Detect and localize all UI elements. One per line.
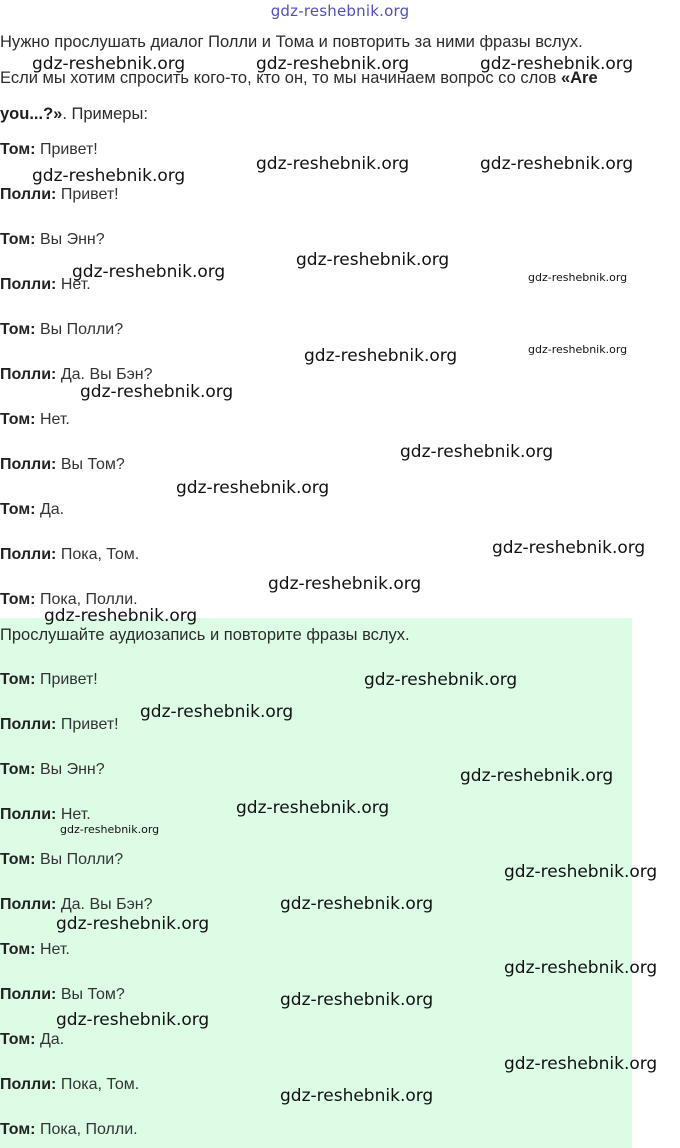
intro-line-2-text: Если мы хотим спросить кого-то, кто он, то мы начинаем вопрос со слов	[0, 69, 561, 87]
speaker-name: Полли:	[0, 1076, 57, 1093]
dialog-line	[0, 896, 152, 914]
speaker-name: Том:	[0, 231, 36, 248]
dialog-phrase: Вы Том?	[56, 986, 125, 1003]
speaker-name: Полли:	[0, 276, 57, 293]
speaker-name: Полли:	[0, 186, 57, 203]
speaker-name: Том:	[0, 671, 36, 688]
dialog-phrase: Привет!	[35, 671, 98, 688]
dialog-phrase: Нет.	[35, 941, 70, 958]
dialog-line	[0, 141, 98, 159]
dialog-line	[0, 1121, 138, 1139]
speaker-name: Полли:	[0, 366, 57, 383]
speaker-name: Полли:	[0, 546, 57, 563]
watermark-text: gdz-reshebnik.org	[32, 54, 186, 74]
dialog-phrase: Нет.	[56, 806, 91, 823]
watermark-text: gdz-reshebnik.org	[480, 54, 634, 74]
intro-line-2-bold: «Are	[560, 69, 598, 87]
watermark-text: gdz-reshebnik.org	[280, 894, 434, 914]
site-header-link[interactable]: gdz-reshebnik.org	[270, 2, 410, 20]
dialog-line	[0, 456, 125, 474]
watermark-text: gdz-reshebnik.org	[44, 606, 198, 626]
watermark-text: gdz-reshebnik.org	[528, 343, 628, 356]
watermark-text: gdz-reshebnik.org	[460, 766, 614, 786]
watermark-text: gdz-reshebnik.org	[296, 250, 450, 270]
watermark-text: gdz-reshebnik.org	[256, 54, 410, 74]
dialog-phrase: Привет!	[35, 141, 98, 158]
speaker-name: Полли:	[0, 806, 57, 823]
watermark-text: gdz-reshebnik.org	[56, 1010, 210, 1030]
watermark-text: gdz-reshebnik.org	[80, 382, 234, 402]
dialog-phrase: Да.	[35, 501, 65, 518]
speaker-name: Том:	[0, 1121, 36, 1138]
dialog-line	[0, 716, 119, 734]
dialog-phrase: Да. Вы Бэн?	[56, 896, 153, 913]
dialog-phrase: Привет!	[56, 716, 119, 733]
dialog-line	[0, 1076, 139, 1094]
intro-line-1: Нужно прослушать диалог Полли и Тома и повторить за ними фразы вслух.	[0, 33, 583, 51]
speaker-name: Полли:	[0, 986, 57, 1003]
watermark-text: gdz-reshebnik.org	[364, 670, 518, 690]
audio-section-title: Прослушайте аудиозапись и повторите фразы вслух.	[0, 626, 410, 644]
watermark-text: gdz-reshebnik.org	[492, 538, 646, 558]
dialog-phrase: Пока, Полли.	[35, 591, 138, 608]
dialog-phrase: Вы Энн?	[35, 761, 105, 778]
intro-line-3-text: . Примеры:	[62, 105, 148, 123]
watermark-text: gdz-reshebnik.org	[236, 798, 390, 818]
watermark-text: gdz-reshebnik.org	[504, 958, 658, 978]
dialog-phrase: Нет.	[35, 411, 70, 428]
speaker-name: Полли:	[0, 456, 57, 473]
speaker-name: Том:	[0, 501, 36, 518]
dialog-line	[0, 941, 70, 959]
watermark-text: gdz-reshebnik.org	[528, 271, 628, 284]
dialog-phrase: Вы Полли?	[35, 321, 124, 338]
watermark-text: gdz-reshebnik.org	[280, 990, 434, 1010]
speaker-name: Полли:	[0, 716, 57, 733]
watermark-text: gdz-reshebnik.org	[280, 1086, 434, 1106]
watermark-text: gdz-reshebnik.org	[504, 862, 658, 882]
speaker-name: Полли:	[0, 896, 57, 913]
dialog-phrase: Вы Полли?	[35, 851, 124, 868]
speaker-name: Том:	[0, 851, 36, 868]
dialog-phrase: Пока, Том.	[56, 1076, 140, 1093]
dialog-line	[0, 231, 105, 249]
dialog-line	[0, 806, 91, 824]
dialog-line	[0, 671, 98, 689]
dialog-line	[0, 761, 105, 779]
dialog-line	[0, 321, 123, 339]
intro-line-3	[0, 105, 148, 124]
dialog-phrase: Пока, Том.	[56, 546, 140, 563]
watermark-text: gdz-reshebnik.org	[256, 154, 410, 174]
watermark-text: gdz-reshebnik.org	[60, 823, 160, 836]
dialog-phrase: Вы Том?	[56, 456, 125, 473]
speaker-name: Том:	[0, 141, 36, 158]
dialog-phrase: Нет.	[56, 276, 91, 293]
dialog-phrase: Вы Энн?	[35, 231, 105, 248]
watermark-text: gdz-reshebnik.org	[140, 702, 294, 722]
watermark-text: gdz-reshebnik.org	[72, 262, 226, 282]
watermark-text: gdz-reshebnik.org	[268, 574, 422, 594]
dialog-line	[0, 546, 139, 564]
watermark-text: gdz-reshebnik.org	[400, 442, 554, 462]
dialog-line	[0, 986, 125, 1004]
watermark-text: gdz-reshebnik.org	[304, 346, 458, 366]
dialog-line	[0, 186, 119, 204]
watermark-text: gdz-reshebnik.org	[480, 154, 634, 174]
speaker-name: Том:	[0, 941, 36, 958]
dialog-line	[0, 411, 70, 429]
dialog-line	[0, 851, 123, 869]
watermark-text: gdz-reshebnik.org	[32, 166, 186, 186]
intro-line-3-bold: you...?»	[0, 105, 63, 123]
watermark-text: gdz-reshebnik.org	[56, 914, 210, 934]
dialog-phrase: Привет!	[56, 186, 119, 203]
watermark-text: gdz-reshebnik.org	[504, 1054, 658, 1074]
dialog-phrase: Да.	[35, 1031, 65, 1048]
speaker-name: Том:	[0, 321, 36, 338]
dialog-phrase: Да. Вы Бэн?	[56, 366, 153, 383]
speaker-name: Том:	[0, 411, 36, 428]
dialog-line	[0, 1031, 64, 1049]
watermark-text: gdz-reshebnik.org	[176, 478, 330, 498]
dialog-line	[0, 501, 64, 519]
dialog-phrase: Пока, Полли.	[35, 1121, 138, 1138]
speaker-name: Том:	[0, 1031, 36, 1048]
speaker-name: Том:	[0, 761, 36, 778]
speaker-name: Том:	[0, 591, 36, 608]
